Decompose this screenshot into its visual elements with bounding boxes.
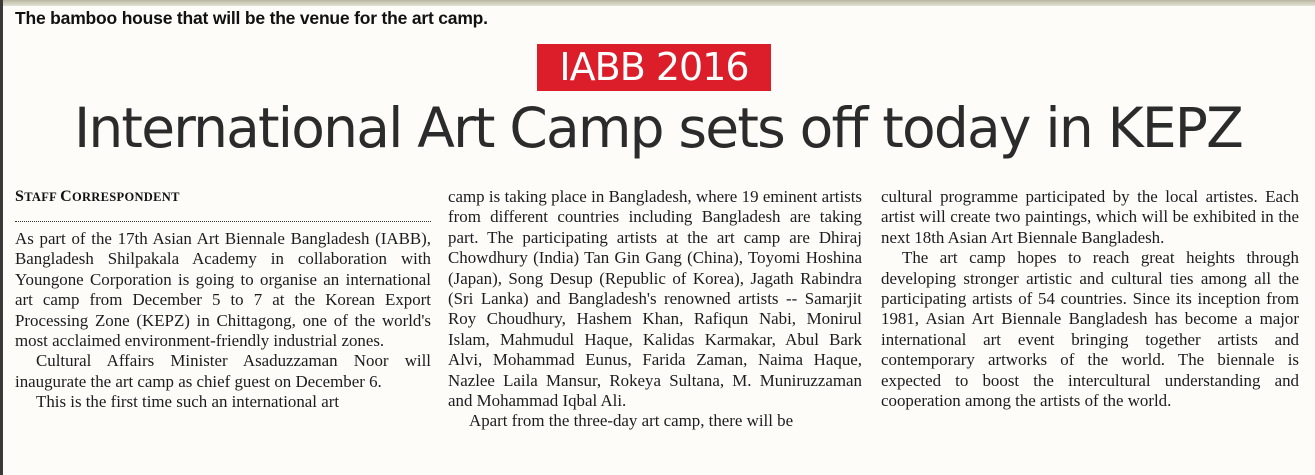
paragraph: Apart from the three-day art camp, there will be [469,411,794,431]
paragraph: cultural programme participated by the local artistes. Each artist will create two paintings, which will be exhibited in the next 18th Asian Art Biennale Bangladesh. [881,187,1299,247]
article-column-1 [15,187,431,413]
paragraph: Cultural Affairs Minister Asaduzzaman Noor will inaugurate the art camp as chief guest on December 6. [15,351,431,391]
byline-divider [15,207,431,222]
byline [15,187,431,207]
article-column-3 [881,187,1299,411]
photo-caption: The bamboo house that will be the venue for the art camp. [15,8,488,28]
byline-initial-1: S [15,188,25,205]
page-edge [0,0,3,475]
byline-rest-1: TAFF [24,190,61,204]
headline: International Art Camp sets off today in KEPZ [73,96,1243,160]
photo-bottom-edge [0,0,1315,6]
section-kicker: IABB 2016 [537,44,771,91]
paragraph: This is the first time such an international art [36,392,340,412]
article-column-2 [448,187,862,432]
paragraph: The art camp hopes to reach great heights through developing stronger artistic and cultural ties among all the participating artists of 54 countries. Since its inception from 1981, Asian Art Biennale Bangladesh has become a major international art event bringing together artists and contemporary artworks of the world. The biennale is expected to boost the intercultural understanding and cooperation among the artists of the world. [881,248,1299,411]
byline-initial-2: C [60,188,72,205]
byline-rest-2: ORRESPONDENT [71,190,180,204]
paragraph: As part of the 17th Asian Art Biennale Bangladesh (IABB), Bangladesh Shilpakala Academy in collaboration with Youngone Corporation is going to organise an international art camp from December 5 to 7 at the Korean Export Processing Zone (KEPZ) in Chittagong, one of the world's most acclaimed environment-friendly industrial zones. [15,229,431,351]
paragraph: camp is taking place in Bangladesh, where 19 eminent artists from different countries including Bangladesh are taking part. The participating artists at the art camp are Dhiraj Chowdhury (India) Tan Gin Gang (China), Toyomi Hoshina (Japan), Song Desup (Republic of Korea), Jagath Rabindra (Sri Lanka) and Bangladesh's renowned artists -- Samarjit Roy Choudhury, Hashem Khan, Rafiqun Nabi, Monirul Islam, Mahmudul Haque, Kalidas Karmakar, Abul Bark Alvi, Mohammad Eunus, Farida Zaman, Naima Haque, Nazlee Laila Mansur, Rokeya Sultana, M. Muniruzzaman and Mohammad Iqbal Ali. [448,187,862,411]
